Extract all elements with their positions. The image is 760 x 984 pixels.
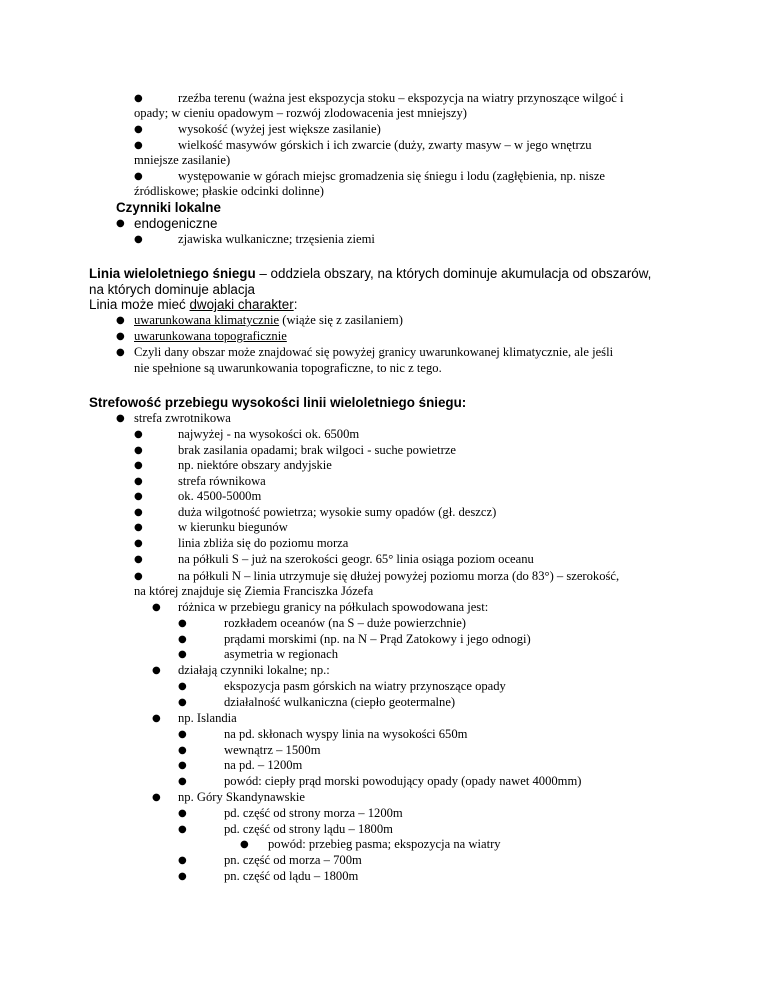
- list-item: wewnątrz – 1500m: [224, 743, 321, 757]
- list-item: różnica w przebiegu granicy na półkulach spowodowana jest:: [178, 600, 489, 614]
- list-item: powód: przebieg pasma; ekspozycja na wiatry: [268, 837, 501, 851]
- bullet-icon: ●: [134, 429, 143, 440]
- list-item: [134, 329, 287, 345]
- list-item: linia zbliża się do poziomu morza: [178, 536, 349, 550]
- list-item: występowanie w górach miejsc gromadzenia się śniegu i lodu (zagłębienia, np. nisze: [178, 169, 606, 183]
- bullet-icon: ●: [178, 824, 187, 835]
- bullet-icon: ●: [134, 491, 143, 502]
- list-item: na półkuli S – już na szerokości geogr. 65° linia osiąga poziom oceanu: [178, 552, 534, 566]
- list-item: strefa równikowa: [178, 474, 266, 488]
- bullet-icon: ●: [116, 331, 125, 342]
- list-item-continuation: nie spełnione są uwarunkowania topograficzne, to nic z tego.: [134, 361, 442, 375]
- definition-continuation: na których dominuje ablacja: [89, 282, 255, 297]
- bullet-icon: ●: [134, 445, 143, 456]
- list-item: [134, 313, 403, 329]
- bullet-icon: ●: [178, 697, 187, 708]
- list-item: najwyżej - na wysokości ok. 6500m: [178, 427, 360, 441]
- list-item: ok. 4500-5000m: [178, 489, 262, 503]
- bullet-icon: ●: [116, 347, 125, 358]
- list-item: na pd. skłonach wyspy linia na wysokości 650m: [224, 727, 468, 741]
- bullet-icon: ●: [152, 665, 161, 676]
- bullet-icon: ●: [152, 602, 161, 613]
- list-item: pn. część od lądu – 1800m: [224, 869, 359, 883]
- character-underlined: dwojaki charakter: [189, 297, 294, 312]
- list-item: zjawiska wulkaniczne; trzęsienia ziemi: [178, 232, 375, 246]
- list-item: wysokość (wyżej jest większe zasilanie): [178, 122, 381, 136]
- section-heading: Czynniki lokalne: [116, 200, 221, 215]
- list-item: pd. część od strony morza – 1200m: [224, 806, 403, 820]
- bullet-icon: ●: [134, 571, 143, 582]
- list-item: ekspozycja pasm górskich na wiatry przynoszące opady: [224, 679, 506, 693]
- bullet-icon: ●: [116, 413, 125, 424]
- bullet-icon: ●: [134, 124, 143, 135]
- list-item: Czyli dany obszar może znajdować się powyżej granicy uwarunkowanej klimatycznie, ale jeśli: [134, 345, 614, 359]
- bullet-icon: ●: [178, 808, 187, 819]
- definition-text: – oddziela obszary, na których dominuje akumulacja od obszarów,: [255, 266, 652, 281]
- bullet-icon: ●: [134, 476, 143, 487]
- list-item: na pd. – 1200m: [224, 758, 303, 772]
- list-item: endogeniczne: [134, 216, 218, 231]
- bullet-icon: ●: [134, 140, 143, 151]
- bullet-icon: ●: [134, 171, 143, 182]
- list-item: np. Islandia: [178, 711, 237, 725]
- bullet-icon: ●: [116, 218, 125, 229]
- list-item: np. Góry Skandynawskie: [178, 790, 305, 804]
- bullet-icon: ●: [178, 745, 187, 756]
- list-item-continuation: opady; w cieniu opadowym – rozwój zlodowacenia jest mniejszy): [134, 106, 467, 120]
- bullet-icon: ●: [178, 634, 187, 645]
- list-item-continuation: źródliskowe; płaskie odcinki dolinne): [134, 184, 324, 198]
- bullet-icon: ●: [134, 554, 143, 565]
- list-item: rozkładem oceanów (na S – duże powierzchnie): [224, 616, 466, 630]
- list-item: pd. część od strony lądu – 1800m: [224, 822, 393, 836]
- bullet-icon: ●: [178, 855, 187, 866]
- list-item: w kierunku biegunów: [178, 520, 288, 534]
- bullet-icon: ●: [152, 792, 161, 803]
- bullet-icon: ●: [240, 839, 249, 850]
- bullet-icon: ●: [134, 93, 143, 104]
- list-item: powód: ciepły prąd morski powodujący opady (opady nawet 4000mm): [224, 774, 582, 788]
- list-item: duża wilgotność powietrza; wysokie sumy opadów (gł. deszcz): [178, 505, 497, 519]
- type-rest: (wiąże się z zasilaniem): [279, 313, 403, 327]
- bullet-icon: ●: [178, 618, 187, 629]
- bullet-icon: ●: [178, 776, 187, 787]
- list-item: np. niektóre obszary andyjskie: [178, 458, 332, 472]
- bullet-icon: ●: [178, 729, 187, 740]
- list-item: brak zasilania opadami; brak wilgoci - suche powietrze: [178, 443, 457, 457]
- character-prefix: Linia może mieć: [89, 297, 190, 312]
- bullet-icon: ●: [134, 522, 143, 533]
- list-item: asymetria w regionach: [224, 647, 338, 661]
- bullet-icon: ●: [178, 649, 187, 660]
- list-item: wielkość masywów górskich i ich zwarcie (duży, zwarty masyw – w jego wnętrzu: [178, 138, 592, 152]
- list-item: strefa zwrotnikowa: [134, 411, 231, 425]
- character-line: [89, 297, 297, 313]
- definition-paragraph: [89, 266, 651, 282]
- bullet-icon: ●: [134, 234, 143, 245]
- list-item: działają czynniki lokalne; np.:: [178, 663, 330, 677]
- bullet-icon: ●: [134, 460, 143, 471]
- bullet-icon: ●: [178, 760, 187, 771]
- list-item-continuation: mniejsze zasilanie): [134, 153, 231, 167]
- list-item: pn. część od morza – 700m: [224, 853, 362, 867]
- type-underlined: uwarunkowana topograficznie: [134, 329, 287, 343]
- bullet-icon: ●: [152, 713, 161, 724]
- bullet-icon: ●: [134, 507, 143, 518]
- section-heading: Strefowość przebiegu wysokości linii wieloletniego śniegu:: [89, 395, 467, 410]
- list-item: rzeźba terenu (ważna jest ekspozycja stoku – ekspozycja na wiatry przynoszące wilgoć i: [178, 91, 624, 105]
- character-suffix: :: [293, 297, 298, 312]
- list-item: działalność wulkaniczna (ciepło geotermalne): [224, 695, 456, 709]
- term: Linia wieloletniego śniegu: [89, 266, 256, 281]
- bullet-icon: ●: [134, 538, 143, 549]
- list-item-continuation: na której znajduje się Ziemia Franciszka Józefa: [134, 584, 374, 598]
- bullet-icon: ●: [116, 315, 125, 326]
- list-item: na półkuli N – linia utrzymuje się dłużej powyżej poziomu morza (do 83°) – szerokość,: [178, 569, 620, 583]
- bullet-icon: ●: [178, 681, 187, 692]
- bullet-icon: ●: [178, 871, 187, 882]
- type-underlined: uwarunkowana klimatycznie: [134, 313, 280, 327]
- list-item: prądami morskimi (np. na N – Prąd Zatokowy i jego odnogi): [224, 632, 531, 646]
